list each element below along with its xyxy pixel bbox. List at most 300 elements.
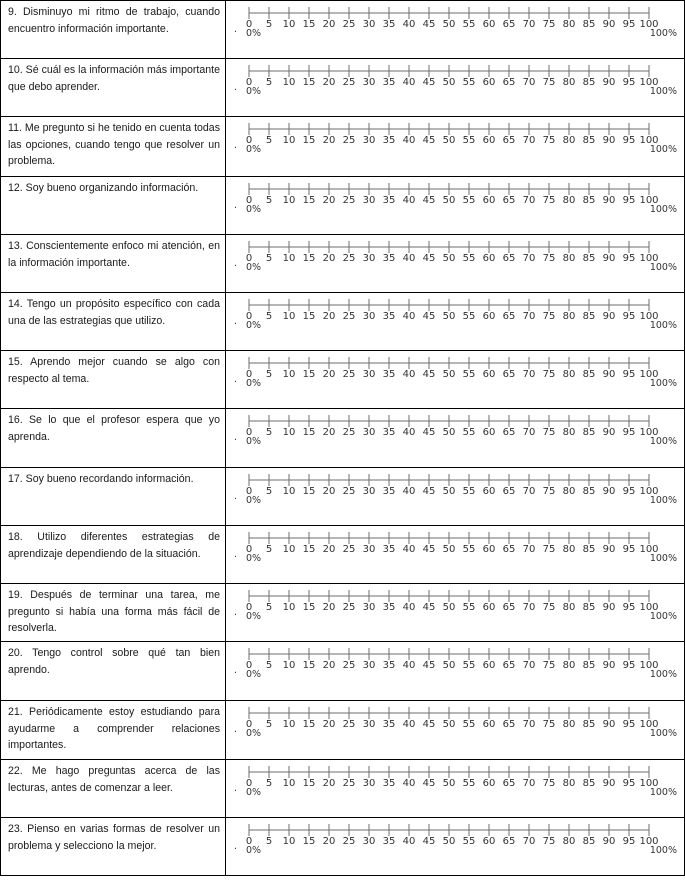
scale-tick-label: 30 [362,19,376,30]
scale-tick-label: 95 [622,719,636,730]
scale-tick-label: 80 [562,836,576,847]
scale-tick-label: 45 [422,195,436,206]
scale-tick-label: 20 [322,135,336,146]
scale-tick-label: 100 [639,253,659,264]
scale-tick-label: 70 [522,427,536,438]
rating-scale-cell[interactable] [226,235,685,293]
scale-tick-label: 40 [402,602,416,613]
scale-tick-label: 25 [342,77,356,88]
scale-tick-label: 40 [402,427,416,438]
scale-tick-label: 75 [542,427,556,438]
rating-scale-cell[interactable] [226,59,685,117]
scale-max-label: 100% [649,320,677,331]
scale-tick-label: 40 [402,253,416,264]
question-text: 19. Después de terminar una tarea, me pregunto si había una forma más fácil de resolverla. [8,589,220,634]
scale-tick-label: 65 [502,369,516,380]
scale-tick-label: 85 [582,486,596,497]
scale-tick-label: 95 [622,195,636,206]
rating-scale-cell[interactable] [226,818,685,876]
scale-tick-label: 95 [622,602,636,613]
scale-tick-label: 35 [382,836,396,847]
scale-max-label: 100% [649,204,677,215]
scale-tick-label: 15 [302,19,316,30]
scale-tick-label: 40 [402,369,416,380]
scale-min-label: 0% [246,787,262,798]
scale-tick-label: 15 [302,836,316,847]
scale-tick-label: 30 [362,778,376,789]
scale-tick-label: 0 [245,778,253,789]
scale-max-label: 100% [649,86,677,97]
scale-tick-label: 50 [442,602,456,613]
scale-tick-label: 45 [422,135,436,146]
scale-tick-label: 80 [562,19,576,30]
scale-tick-label: 100 [639,427,659,438]
scale-tick-label: 25 [342,311,356,322]
scale-max-label: 100% [649,262,677,273]
rating-scale[interactable] [226,177,684,234]
question-text: 17. Soy bueno recordando información. [8,473,194,485]
question-row [1,117,685,177]
question-text: 16. Se lo que el profesor espera que yo aprenda. [8,414,220,443]
scale-tick-label: 50 [442,195,456,206]
scale-tick-label: 10 [282,195,296,206]
corner-mark: . [234,374,238,385]
scale-tick-label: 15 [302,719,316,730]
scale-tick-label: 20 [322,486,336,497]
corner-mark: . [234,140,238,151]
scale-tick-label: 75 [542,135,556,146]
scale-tick-label: 45 [422,778,436,789]
scale-tick-label: 60 [482,311,496,322]
scale-min-label: 0% [246,320,262,331]
question-row [1,409,685,468]
scale-tick-label: 100 [639,778,659,789]
scale-tick-label: 15 [302,77,316,88]
scale-tick-label: 15 [302,195,316,206]
scale-tick-label: 25 [342,19,356,30]
scale-tick-label: 80 [562,427,576,438]
rating-scale[interactable] [226,584,684,641]
scale-max-label: 100% [649,436,677,447]
scale-tick-label: 100 [639,544,659,555]
scale-tick-label: 100 [639,602,659,613]
scale-tick-label: 35 [382,135,396,146]
scale-tick-label: 100 [639,77,659,88]
scale-tick-label: 25 [342,135,356,146]
scale-tick-label: 50 [442,253,456,264]
rating-scale[interactable] [226,760,684,817]
scale-tick-label: 45 [422,253,436,264]
scale-tick-label: 70 [522,253,536,264]
question-row [1,468,685,526]
question-text: 10. Sé cuál es la información más importante que debo aprender. [8,64,220,93]
scale-tick-label: 40 [402,836,416,847]
question-cell [1,584,226,642]
scale-min-label: 0% [246,378,262,389]
scale-tick-label: 55 [462,719,476,730]
scale-tick-label: 25 [342,369,356,380]
scale-max-label: 100% [649,144,677,155]
scale-tick-label: 20 [322,77,336,88]
scale-tick-label: 60 [482,253,496,264]
scale-tick-label: 65 [502,253,516,264]
scale-tick-label: 90 [602,253,616,264]
scale-tick-label: 15 [302,602,316,613]
scale-tick-label: 10 [282,427,296,438]
scale-tick-label: 0 [245,135,253,146]
scale-tick-label: 20 [322,544,336,555]
scale-tick-label: 100 [639,135,659,146]
question-cell [1,818,226,876]
scale-tick-label: 60 [482,544,496,555]
scale-tick-label: 85 [582,19,596,30]
scale-tick-label: 85 [582,719,596,730]
scale-tick-label: 60 [482,135,496,146]
question-cell [1,59,226,117]
scale-tick-label: 15 [302,427,316,438]
scale-max-label: 100% [649,728,677,739]
scale-tick-label: 95 [622,836,636,847]
scale-tick-label: 35 [382,660,396,671]
scale-min-label: 0% [246,611,262,622]
scale-tick-label: 10 [282,602,296,613]
scale-tick-label: 80 [562,195,576,206]
scale-tick-label: 35 [382,369,396,380]
scale-tick-label: 80 [562,660,576,671]
scale-tick-label: 55 [462,253,476,264]
scale-tick-label: 65 [502,195,516,206]
scale-tick-label: 35 [382,253,396,264]
scale-max-label: 100% [649,787,677,798]
rating-scale-cell[interactable] [226,584,685,642]
scale-tick-label: 70 [522,544,536,555]
scale-tick-label: 25 [342,778,356,789]
scale-tick-label: 0 [245,369,253,380]
rating-scale[interactable] [226,642,684,700]
scale-tick-label: 85 [582,135,596,146]
scale-tick-label: 55 [462,427,476,438]
question-text: 18. Utilizo diferentes estrategias de aprendizaje dependiendo de la situación. [8,531,220,560]
scale-tick-label: 50 [442,135,456,146]
question-cell [1,1,226,59]
scale-tick-label: 90 [602,369,616,380]
scale-tick-label: 20 [322,369,336,380]
scale-tick-label: 0 [245,544,253,555]
scale-tick-label: 5 [265,778,273,789]
scale-tick-label: 15 [302,311,316,322]
scale-tick-label: 45 [422,486,436,497]
scale-tick-label: 10 [282,77,296,88]
scale-tick-label: 75 [542,369,556,380]
question-text: 20. Tengo control sobre qué tan bien aprendo. [8,647,220,676]
scale-tick-label: 60 [482,486,496,497]
scale-tick-label: 30 [362,602,376,613]
question-row [1,701,685,760]
scale-tick-label: 20 [322,19,336,30]
scale-tick-label: 35 [382,77,396,88]
scale-max-label: 100% [649,845,677,856]
scale-tick-label: 85 [582,544,596,555]
rating-scale[interactable] [226,117,684,176]
question-row [1,235,685,293]
scale-tick-label: 10 [282,19,296,30]
scale-tick-label: 70 [522,719,536,730]
scale-tick-label: 40 [402,311,416,322]
scale-tick-label: 95 [622,369,636,380]
scale-tick-label: 55 [462,544,476,555]
scale-tick-label: 30 [362,369,376,380]
question-text: 13. Conscientemente enfoco mi atención, en la información importante. [8,240,220,269]
rating-scale[interactable] [226,293,684,350]
scale-tick-label: 30 [362,486,376,497]
rating-scale-cell[interactable] [226,293,685,351]
scale-tick-label: 85 [582,427,596,438]
scale-tick-label: 0 [245,77,253,88]
rating-scale-cell[interactable] [226,468,685,526]
scale-tick-label: 35 [382,19,396,30]
rating-scale-cell[interactable] [226,526,685,584]
scale-tick-label: 10 [282,135,296,146]
scale-tick-label: 65 [502,427,516,438]
scale-tick-label: 35 [382,778,396,789]
scale-tick-label: 95 [622,660,636,671]
question-row [1,760,685,818]
corner-mark: . [234,82,238,93]
scale-tick-label: 85 [582,836,596,847]
scale-tick-label: 100 [639,369,659,380]
scale-tick-label: 15 [302,369,316,380]
scale-tick-label: 15 [302,660,316,671]
rating-scale[interactable] [226,409,684,467]
scale-tick-label: 70 [522,19,536,30]
question-cell [1,235,226,293]
scale-tick-label: 50 [442,486,456,497]
scale-tick-label: 30 [362,77,376,88]
scale-tick-label: 40 [402,195,416,206]
rating-scale-cell[interactable] [226,409,685,468]
scale-tick-label: 40 [402,486,416,497]
rating-scale[interactable] [226,235,684,292]
scale-tick-label: 10 [282,253,296,264]
scale-tick-label: 25 [342,602,356,613]
rating-scale[interactable] [226,351,684,408]
scale-tick-label: 70 [522,836,536,847]
scale-tick-label: 10 [282,719,296,730]
scale-tick-label: 10 [282,486,296,497]
scale-tick-label: 35 [382,544,396,555]
corner-mark: . [234,432,238,443]
scale-tick-label: 50 [442,77,456,88]
scale-tick-label: 75 [542,602,556,613]
scale-tick-label: 20 [322,195,336,206]
scale-tick-label: 50 [442,544,456,555]
corner-mark: . [234,665,238,676]
scale-tick-label: 85 [582,195,596,206]
question-cell [1,409,226,468]
scale-tick-label: 90 [602,660,616,671]
scale-tick-label: 50 [442,427,456,438]
scale-tick-label: 100 [639,836,659,847]
scale-tick-label: 90 [602,195,616,206]
scale-tick-label: 5 [265,311,273,322]
question-text: 14. Tengo un propósito específico con cada una de las estrategias que utilizo. [8,298,220,327]
scale-tick-label: 65 [502,135,516,146]
scale-tick-label: 50 [442,778,456,789]
scale-max-label: 100% [649,553,677,564]
scale-tick-label: 80 [562,719,576,730]
scale-tick-label: 20 [322,253,336,264]
scale-tick-label: 80 [562,602,576,613]
scale-min-label: 0% [246,262,262,273]
scale-tick-label: 95 [622,778,636,789]
scale-tick-label: 90 [602,427,616,438]
scale-tick-label: 45 [422,427,436,438]
question-text: 11. Me pregunto si he tenido en cuenta todas las opciones, cuando tengo que resolver un problema. [8,122,220,167]
scale-min-label: 0% [246,28,262,39]
scale-tick-label: 75 [542,836,556,847]
scale-tick-label: 70 [522,778,536,789]
scale-tick-label: 55 [462,660,476,671]
scale-tick-label: 65 [502,719,516,730]
scale-tick-label: 80 [562,369,576,380]
scale-tick-label: 75 [542,77,556,88]
rating-scale-cell[interactable] [226,351,685,409]
scale-tick-label: 90 [602,77,616,88]
scale-tick-label: 15 [302,544,316,555]
scale-tick-label: 45 [422,77,436,88]
scale-min-label: 0% [246,845,262,856]
question-text: 22. Me hago preguntas acerca de las lecturas, antes de comenzar a leer. [8,765,220,794]
scale-tick-label: 0 [245,19,253,30]
scale-tick-label: 15 [302,778,316,789]
scale-tick-label: 75 [542,719,556,730]
scale-tick-label: 55 [462,311,476,322]
rating-scale-cell[interactable] [226,642,685,701]
scale-tick-label: 80 [562,311,576,322]
question-cell [1,701,226,760]
scale-tick-label: 0 [245,660,253,671]
scale-tick-label: 5 [265,195,273,206]
scale-tick-label: 75 [542,311,556,322]
question-cell [1,177,226,235]
rating-scale[interactable] [226,818,684,875]
scale-tick-label: 20 [322,427,336,438]
scale-tick-label: 5 [265,427,273,438]
scale-tick-label: 0 [245,836,253,847]
scale-tick-label: 85 [582,778,596,789]
rating-scale[interactable] [226,526,684,583]
question-cell [1,760,226,818]
rating-scale-cell[interactable] [226,701,685,760]
scale-tick-label: 65 [502,19,516,30]
scale-tick-label: 50 [442,369,456,380]
rating-scale[interactable] [226,468,684,525]
scale-tick-label: 40 [402,660,416,671]
question-cell [1,526,226,584]
scale-tick-label: 55 [462,836,476,847]
scale-min-label: 0% [246,495,262,506]
scale-tick-label: 30 [362,253,376,264]
question-row [1,1,685,59]
scale-tick-label: 55 [462,77,476,88]
rating-scale-cell[interactable] [226,177,685,235]
rating-scale-cell[interactable] [226,760,685,818]
corner-mark: . [234,783,238,794]
scale-tick-label: 70 [522,660,536,671]
scale-tick-label: 70 [522,135,536,146]
rating-scale-cell[interactable] [226,1,685,59]
scale-max-label: 100% [649,28,677,39]
scale-tick-label: 25 [342,253,356,264]
scale-tick-label: 65 [502,311,516,322]
scale-tick-label: 95 [622,544,636,555]
scale-tick-label: 15 [302,253,316,264]
scale-tick-label: 5 [265,253,273,264]
scale-tick-label: 0 [245,719,253,730]
scale-tick-label: 85 [582,602,596,613]
scale-tick-label: 20 [322,719,336,730]
question-cell [1,468,226,526]
scale-tick-label: 30 [362,427,376,438]
scale-tick-label: 10 [282,544,296,555]
scale-tick-label: 65 [502,544,516,555]
rating-scale[interactable] [226,1,684,58]
scale-tick-label: 15 [302,135,316,146]
corner-mark: . [234,841,238,852]
scale-tick-label: 30 [362,195,376,206]
question-text: 23. Pienso en varias formas de resolver un problema y selecciono la mejor. [8,823,220,852]
scale-tick-label: 30 [362,311,376,322]
scale-tick-label: 40 [402,719,416,730]
scale-tick-label: 90 [602,836,616,847]
scale-tick-label: 5 [265,19,273,30]
question-cell [1,117,226,177]
scale-tick-label: 55 [462,19,476,30]
scale-tick-label: 85 [582,253,596,264]
scale-tick-label: 60 [482,427,496,438]
scale-tick-label: 95 [622,19,636,30]
scale-tick-label: 60 [482,719,496,730]
scale-tick-label: 95 [622,77,636,88]
scale-tick-label: 5 [265,135,273,146]
scale-tick-label: 65 [502,602,516,613]
scale-tick-label: 55 [462,602,476,613]
scale-tick-label: 20 [322,311,336,322]
question-row [1,177,685,235]
scale-tick-label: 25 [342,836,356,847]
scale-tick-label: 20 [322,836,336,847]
scale-tick-label: 65 [502,486,516,497]
scale-tick-label: 75 [542,486,556,497]
rating-scale[interactable] [226,59,684,116]
question-text: 9. Disminuyo mi ritmo de trabajo, cuando encuentro información importante. [8,6,220,35]
scale-tick-label: 5 [265,602,273,613]
scale-min-label: 0% [246,436,262,447]
rating-scale-cell[interactable] [226,117,685,177]
scale-tick-label: 45 [422,544,436,555]
scale-tick-label: 80 [562,135,576,146]
scale-tick-label: 45 [422,719,436,730]
scale-tick-label: 70 [522,311,536,322]
scale-tick-label: 45 [422,836,436,847]
scale-tick-label: 55 [462,195,476,206]
corner-mark: . [234,316,238,327]
scale-tick-label: 0 [245,253,253,264]
scale-min-label: 0% [246,144,262,155]
rating-scale[interactable] [226,701,684,759]
scale-tick-label: 35 [382,719,396,730]
scale-tick-label: 80 [562,77,576,88]
